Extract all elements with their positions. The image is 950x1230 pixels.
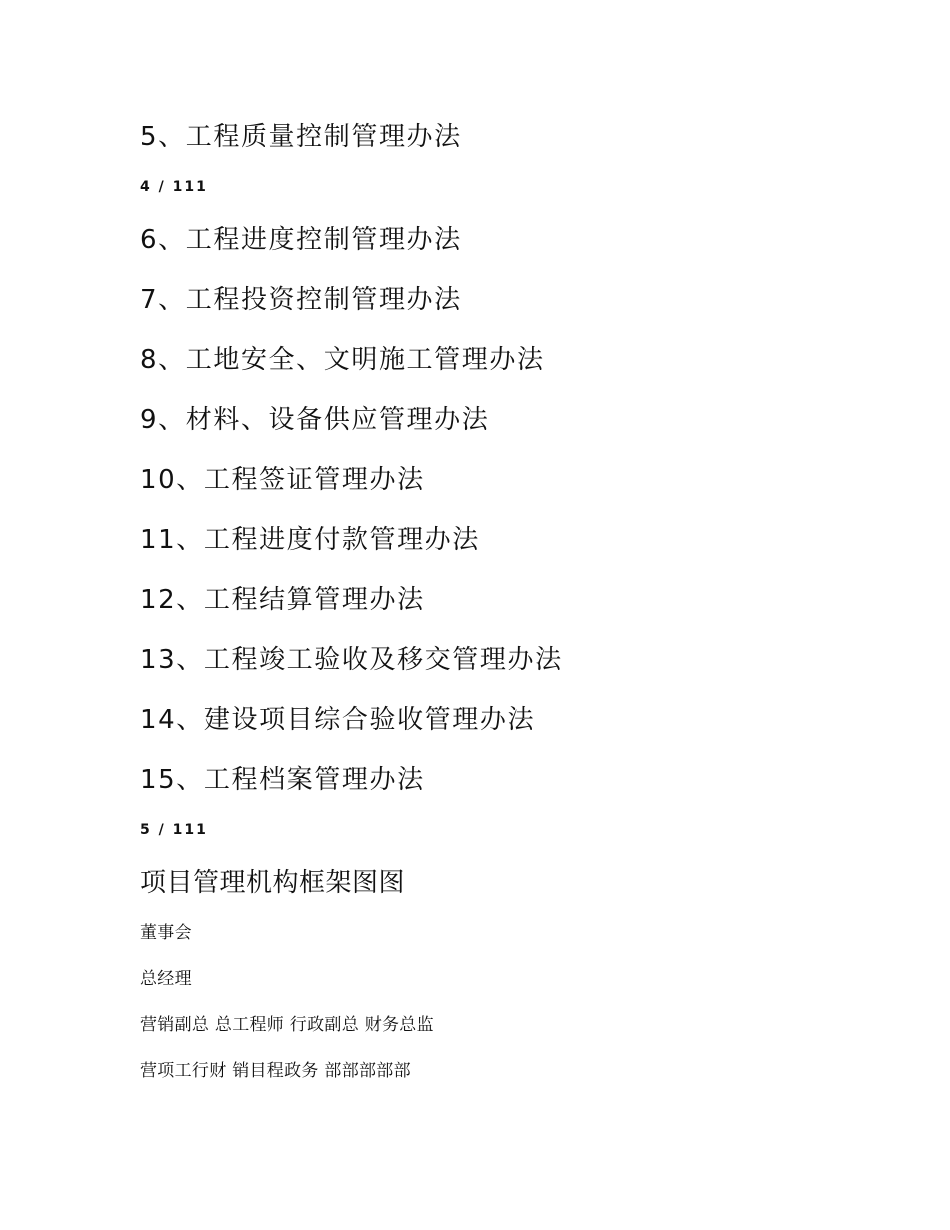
list-item: 14、建设项目综合验收管理办法: [140, 705, 536, 735]
org-chart-line: 董事会: [140, 923, 192, 943]
list-item: 9、材料、设备供应管理办法: [140, 405, 490, 435]
list-item: 15、工程档案管理办法: [140, 765, 425, 795]
page-number: 5 / 111: [140, 822, 208, 838]
list-item: 10、工程签证管理办法: [140, 465, 425, 495]
org-chart-line: 营销副总 总工程师 行政副总 财务总监: [140, 1015, 434, 1035]
list-item: 6、工程进度控制管理办法: [140, 225, 462, 255]
org-chart-line: 总经理: [140, 969, 192, 989]
org-chart-line: 营项工行财 销目程政务 部部部部部: [140, 1061, 411, 1081]
list-item: 13、工程竣工验收及移交管理办法: [140, 645, 563, 675]
page-number: 4 / 111: [140, 179, 208, 195]
list-item: 11、工程进度付款管理办法: [140, 525, 480, 555]
list-item: 8、工地安全、文明施工管理办法: [140, 345, 545, 375]
list-item: 5、工程质量控制管理办法: [140, 122, 462, 152]
list-item: 12、工程结算管理办法: [140, 585, 425, 615]
list-item: 7、工程投资控制管理办法: [140, 285, 462, 315]
section-heading: 项目管理机构框架图图: [140, 868, 406, 898]
